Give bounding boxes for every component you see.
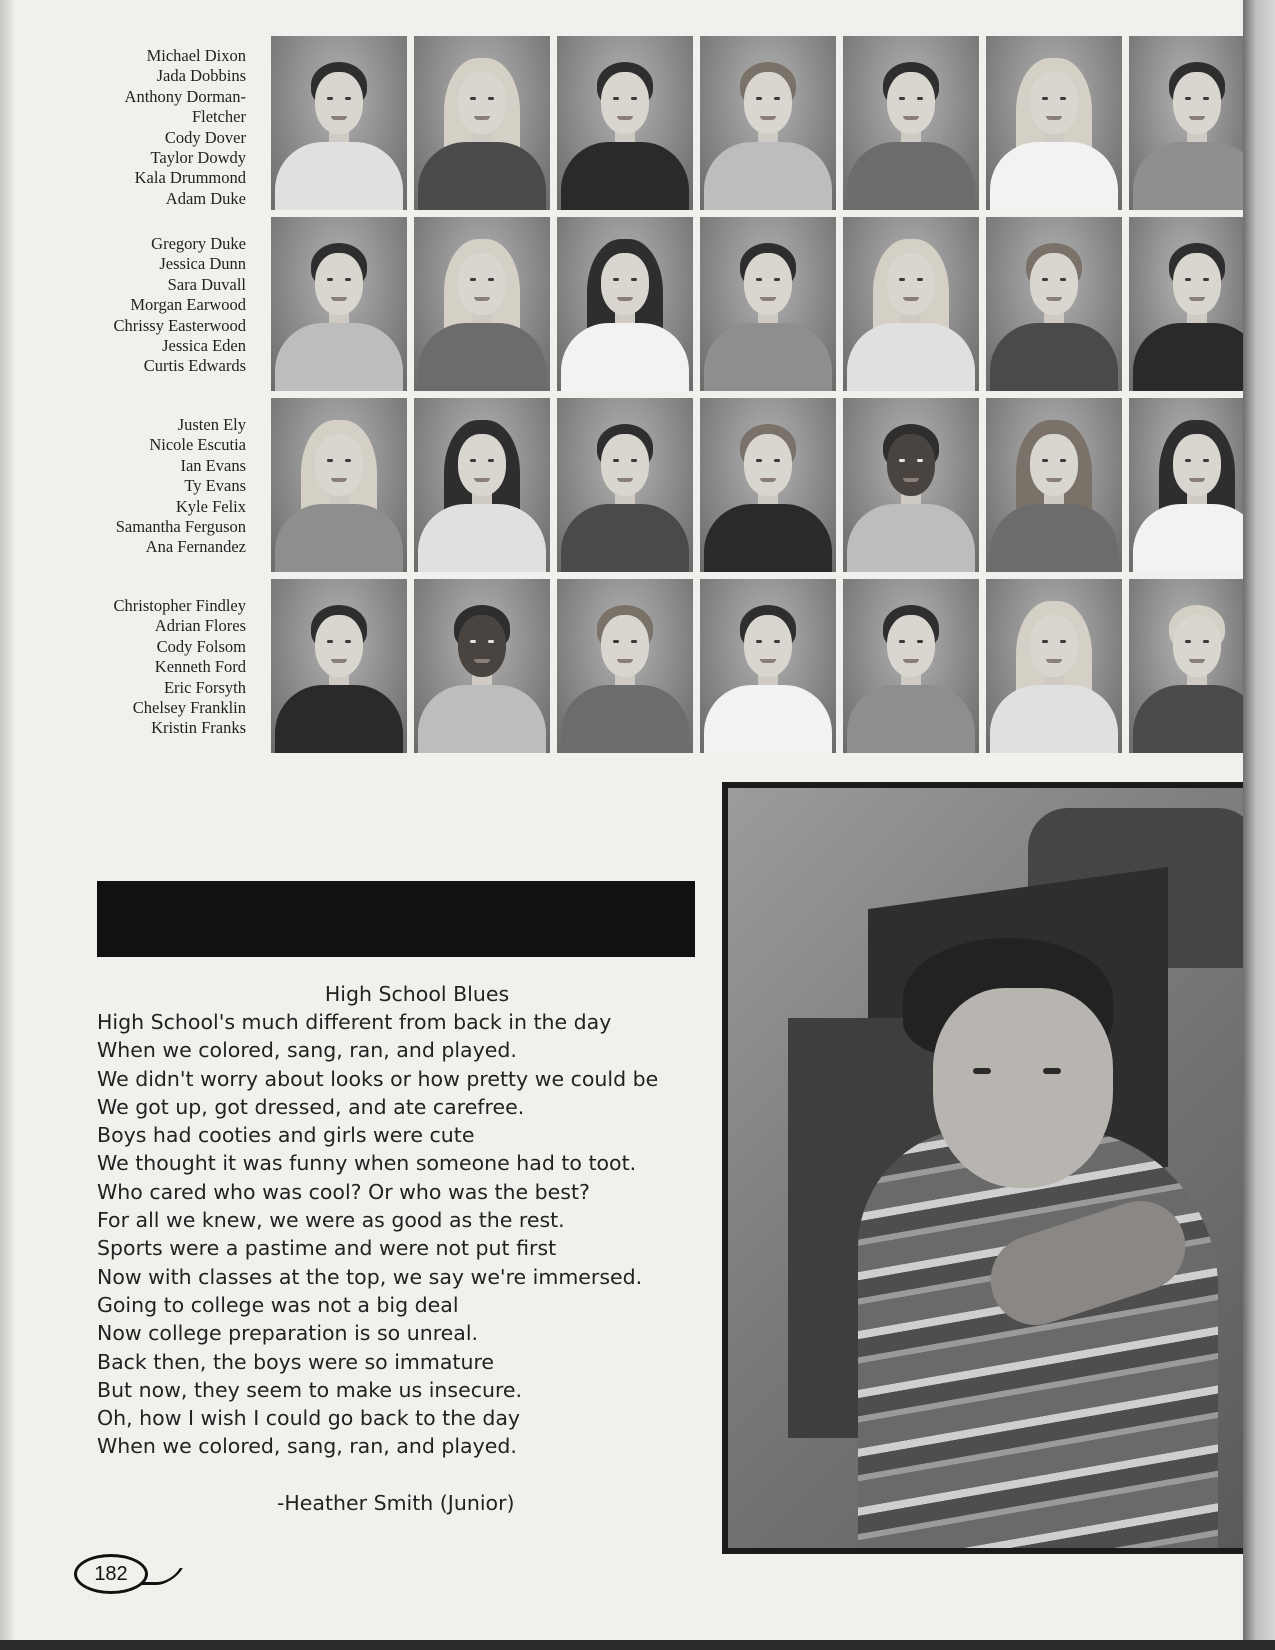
candid-photo <box>722 782 1243 1554</box>
poem-line: Back then, the boys were so immature <box>97 1349 495 1374</box>
student-portrait <box>986 36 1122 210</box>
portrait-mouth <box>617 297 633 301</box>
poem-line: Who cared who was cool? Or who was the best? <box>97 1179 590 1204</box>
portrait-shirt <box>847 142 975 210</box>
student-portrait <box>700 579 836 753</box>
portrait-eye <box>1185 97 1191 100</box>
portrait-shirt <box>847 323 975 391</box>
portrait-mouth <box>903 659 919 663</box>
portrait-eye <box>631 459 637 462</box>
portrait-eye <box>774 97 780 100</box>
portrait-eye <box>1203 97 1209 100</box>
portrait-face <box>1173 253 1221 315</box>
portrait-face <box>887 253 935 315</box>
portrait-eye <box>1042 278 1048 281</box>
poem-line: When we colored, sang, ran, and played. <box>97 1434 517 1459</box>
student-portrait <box>1129 579 1243 753</box>
portrait-eye <box>631 278 637 281</box>
names-row-1 <box>60 46 246 209</box>
portrait-shirt <box>561 323 689 391</box>
portrait-face <box>315 615 363 677</box>
student-portrait <box>271 398 407 572</box>
portrait-shirt <box>275 323 403 391</box>
portrait-eye <box>774 278 780 281</box>
poem-author: -Heather Smith (Junior) <box>277 1490 515 1515</box>
student-portrait <box>271 36 407 210</box>
portrait-face <box>601 434 649 496</box>
portrait-mouth <box>474 297 490 301</box>
portrait-shirt <box>418 685 546 753</box>
portrait-shirt <box>704 685 832 753</box>
student-portrait <box>700 217 836 391</box>
portrait-eye <box>345 459 351 462</box>
portrait-mouth <box>331 659 347 663</box>
portrait-face <box>1030 434 1078 496</box>
portrait-eye <box>613 640 619 643</box>
portrait-eye <box>899 640 905 643</box>
portrait-shirt <box>704 323 832 391</box>
portrait-shirt <box>418 504 546 572</box>
poem-line: When we colored, sang, ran, and played. <box>97 1038 517 1063</box>
portrait-eye <box>1042 97 1048 100</box>
portrait-face <box>1030 72 1078 134</box>
student-portrait <box>271 579 407 753</box>
portrait-shirt <box>990 685 1118 753</box>
student-portrait <box>1129 36 1243 210</box>
portrait-face <box>1030 253 1078 315</box>
portrait-eye <box>470 278 476 281</box>
portrait-shirt <box>847 685 975 753</box>
portrait-eye <box>488 278 494 281</box>
portrait-shirt <box>275 685 403 753</box>
portrait-eye <box>613 278 619 281</box>
portrait-mouth <box>331 116 347 120</box>
portrait-eye <box>488 640 494 643</box>
portrait-face <box>744 253 792 315</box>
portrait-mouth <box>474 659 490 663</box>
portrait-eye <box>899 97 905 100</box>
next-page-edge <box>1243 0 1275 1650</box>
student-name: Taylor Dowdy <box>150 148 246 168</box>
portrait-face <box>1173 72 1221 134</box>
portrait-shirt <box>561 685 689 753</box>
student-name: Jessica Eden <box>162 336 246 356</box>
portrait-eye <box>1203 640 1209 643</box>
student-portrait <box>986 398 1122 572</box>
student-portrait <box>1129 398 1243 572</box>
portrait-eye <box>327 97 333 100</box>
portrait-mouth <box>1189 116 1205 120</box>
student-portrait <box>986 217 1122 391</box>
portrait-eye <box>1060 459 1066 462</box>
portrait-face <box>458 72 506 134</box>
photo-face <box>933 988 1113 1188</box>
names-row-2 <box>60 234 246 377</box>
page-binding <box>0 0 14 1650</box>
portrait-eye <box>899 278 905 281</box>
student-name: Ana Fernandez <box>145 537 246 557</box>
photo-eye <box>973 1068 991 1074</box>
photo-eye <box>1043 1068 1061 1074</box>
student-portrait <box>271 217 407 391</box>
portrait-shirt <box>1133 323 1243 391</box>
portrait-face <box>601 615 649 677</box>
portrait-mouth <box>1189 478 1205 482</box>
portrait-eye <box>1203 278 1209 281</box>
portrait-face <box>458 434 506 496</box>
portrait-mouth <box>903 297 919 301</box>
portrait-face <box>315 253 363 315</box>
portrait-shirt <box>847 504 975 572</box>
portrait-eye <box>1185 640 1191 643</box>
page-bottom-edge <box>0 1640 1275 1650</box>
portrait-eye <box>756 459 762 462</box>
student-portrait <box>557 579 693 753</box>
student-name: Nicole Escutia <box>149 435 246 455</box>
student-name: Fletcher <box>191 107 246 127</box>
portrait-eye <box>917 97 923 100</box>
portrait-face <box>315 434 363 496</box>
portrait-mouth <box>617 478 633 482</box>
poem-line: We got up, got dressed, and ate carefree. <box>97 1094 525 1119</box>
photo-striped-shirt <box>858 1128 1218 1548</box>
portrait-eye <box>1185 278 1191 281</box>
portrait-shirt <box>275 142 403 210</box>
poem-line: High School's much different from back in the day <box>97 1010 612 1034</box>
poem-line: We thought it was funny when someone had to toot. <box>97 1151 637 1176</box>
portrait-eye <box>917 459 923 462</box>
portrait-mouth <box>1046 297 1062 301</box>
student-portrait <box>700 398 836 572</box>
student-portrait <box>414 398 550 572</box>
poem-title: High School Blues <box>324 982 510 1006</box>
portrait-face <box>887 434 935 496</box>
portrait-face <box>458 615 506 677</box>
portrait-shirt <box>275 504 403 572</box>
portrait-eye <box>1042 640 1048 643</box>
poem-line: Oh, how I wish I could go back to the day <box>97 1406 521 1431</box>
student-name: Ian Evans <box>180 455 246 475</box>
portrait-mouth <box>474 478 490 482</box>
poem-line: Now college preparation is so unreal. <box>97 1321 479 1346</box>
student-name: Chrissy Easterwood <box>113 315 246 335</box>
portrait-mouth <box>617 116 633 120</box>
portrait-eye <box>470 459 476 462</box>
portrait-face <box>601 253 649 315</box>
student-name: Cody Dover <box>164 127 246 147</box>
student-name: Samantha Ferguson <box>115 517 246 537</box>
portrait-eye <box>613 97 619 100</box>
portrait-mouth <box>617 659 633 663</box>
student-portrait <box>843 398 979 572</box>
portrait-mouth <box>331 297 347 301</box>
portrait-eye <box>631 640 637 643</box>
student-name: Christopher Findley <box>113 596 246 615</box>
poem-line: For all we knew, we were as good as the rest. <box>97 1208 565 1233</box>
portrait-mouth <box>474 116 490 120</box>
portrait-shirt <box>418 323 546 391</box>
student-name: Chelsey Franklin <box>132 698 246 718</box>
portrait-face <box>744 434 792 496</box>
portrait-eye <box>345 97 351 100</box>
portrait-mouth <box>903 116 919 120</box>
portrait-shirt <box>990 142 1118 210</box>
student-name: Curtis Edwards <box>143 356 246 376</box>
portrait-shirt <box>990 323 1118 391</box>
portrait-face <box>1030 615 1078 677</box>
portrait-face <box>744 72 792 134</box>
student-name: Adrian Flores <box>154 616 246 636</box>
portrait-shirt <box>418 142 546 210</box>
student-name: Justen Ely <box>177 415 246 434</box>
portrait-eye <box>470 97 476 100</box>
portrait-eye <box>488 97 494 100</box>
portrait-shirt <box>1133 142 1243 210</box>
portrait-eye <box>774 640 780 643</box>
portrait-eye <box>1060 640 1066 643</box>
student-portrait <box>414 36 550 210</box>
portrait-face <box>458 253 506 315</box>
portrait-eye <box>345 278 351 281</box>
portrait-face <box>601 72 649 134</box>
student-portrait <box>557 398 693 572</box>
portrait-eye <box>488 459 494 462</box>
portrait-eye <box>613 459 619 462</box>
portrait-eye <box>345 640 351 643</box>
portrait-eye <box>1042 459 1048 462</box>
student-name: Ty Evans <box>184 476 246 496</box>
portrait-shirt <box>990 504 1118 572</box>
student-portrait <box>414 579 550 753</box>
portrait-eye <box>1185 459 1191 462</box>
portrait-face <box>887 72 935 134</box>
student-name: Gregory Duke <box>151 234 246 253</box>
student-portrait <box>843 36 979 210</box>
portrait-mouth <box>1189 297 1205 301</box>
student-name: Kyle Felix <box>175 496 246 516</box>
portrait-eye <box>470 640 476 643</box>
student-name: Jessica Dunn <box>159 254 246 274</box>
portrait-eye <box>327 459 333 462</box>
poem-line: Sports were a pastime and were not put first <box>97 1236 557 1261</box>
portrait-eye <box>1060 278 1066 281</box>
student-name: Michael Dixon <box>146 46 246 65</box>
poem-line: But now, they seem to make us insecure. <box>97 1377 523 1402</box>
portrait-eye <box>917 278 923 281</box>
portrait-mouth <box>760 478 776 482</box>
portrait-face <box>315 72 363 134</box>
student-name: Kenneth Ford <box>154 657 246 677</box>
student-name: Eric Forsyth <box>163 677 246 697</box>
student-name: Adam Duke <box>165 188 246 208</box>
portrait-mouth <box>1046 659 1062 663</box>
portrait-eye <box>774 459 780 462</box>
portrait-mouth <box>1046 478 1062 482</box>
portrait-eye <box>756 97 762 100</box>
page-number: 182 <box>74 1554 148 1594</box>
portrait-face <box>1173 434 1221 496</box>
portrait-eye <box>1203 459 1209 462</box>
names-row-3 <box>60 415 246 558</box>
portrait-eye <box>327 278 333 281</box>
student-portrait <box>843 579 979 753</box>
portrait-mouth <box>760 297 776 301</box>
student-name: Jada Dobbins <box>156 66 246 86</box>
student-portrait <box>557 217 693 391</box>
portrait-shirt <box>704 504 832 572</box>
portrait-mouth <box>760 116 776 120</box>
student-name: Kristin Franks <box>151 718 246 738</box>
student-name: Kala Drummond <box>134 168 246 188</box>
candid-photo-image <box>728 788 1243 1548</box>
portrait-mouth <box>903 478 919 482</box>
portrait-eye <box>327 640 333 643</box>
portrait-shirt <box>1133 685 1243 753</box>
student-portrait <box>557 36 693 210</box>
portrait-mouth <box>331 478 347 482</box>
poem-line: Now with classes at the top, we say we're immersed. <box>97 1264 643 1289</box>
portrait-shirt <box>704 142 832 210</box>
portrait-shirt <box>561 142 689 210</box>
names-row-4 <box>60 596 246 739</box>
student-name: Cody Folsom <box>156 636 246 656</box>
portrait-mouth <box>1046 116 1062 120</box>
poem-line: Going to college was not a big deal <box>97 1292 459 1317</box>
portrait-shirt <box>561 504 689 572</box>
portrait-eye <box>917 640 923 643</box>
portrait-face <box>744 615 792 677</box>
portrait-shirt <box>1133 504 1243 572</box>
poem-line: We didn't worry about looks or how pretty we could be <box>97 1066 659 1091</box>
poem-line: Boys had cooties and girls were cute <box>97 1123 475 1148</box>
student-portrait <box>1129 217 1243 391</box>
portrait-eye <box>756 640 762 643</box>
student-portrait <box>986 579 1122 753</box>
student-name: Anthony Dorman- <box>124 86 246 106</box>
portrait-eye <box>899 459 905 462</box>
student-name: Sara Duvall <box>167 274 246 294</box>
student-portrait <box>700 36 836 210</box>
portrait-face <box>887 615 935 677</box>
portrait-eye <box>631 97 637 100</box>
portrait-mouth <box>760 659 776 663</box>
title-bar <box>97 881 695 957</box>
student-portrait <box>414 217 550 391</box>
student-name: Morgan Earwood <box>130 295 246 315</box>
poem <box>97 980 697 1517</box>
portrait-face <box>1173 615 1221 677</box>
portrait-eye <box>1060 97 1066 100</box>
portrait-eye <box>756 278 762 281</box>
student-portrait <box>843 217 979 391</box>
portrait-mouth <box>1189 659 1205 663</box>
